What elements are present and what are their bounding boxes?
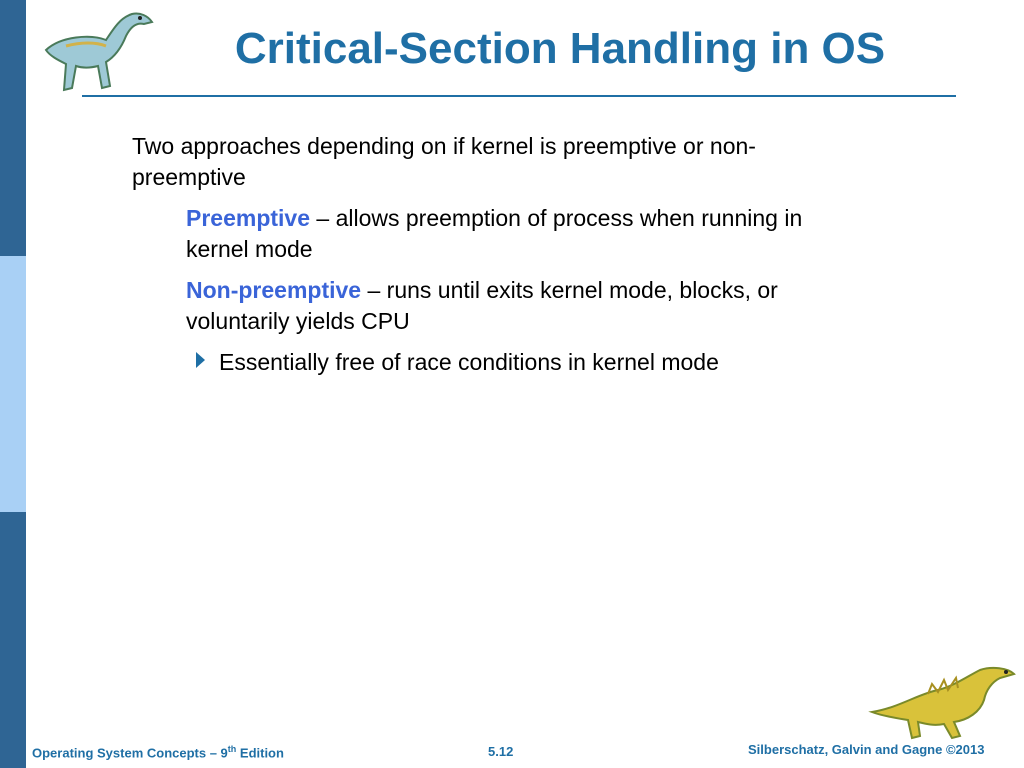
footer-copyright: Silberschatz, Galvin and Gagne ©2013 (748, 742, 985, 757)
slide-title: Critical-Section Handling in OS (234, 24, 886, 73)
footer-book-suffix: Edition (236, 745, 284, 761)
triangle-bullet-icon (196, 352, 205, 368)
footer-book-title (32, 744, 284, 760)
bullet-preemptive (186, 203, 856, 265)
bullet-non-preemptive (186, 275, 856, 337)
dinosaur-logo-icon (36, 6, 154, 94)
dinosaur-footer-icon (868, 664, 1018, 740)
intro-text: Two approaches depending on if kernel is preemptive or non-preemptive (132, 133, 756, 190)
footer-book-sup: th (227, 744, 237, 754)
bullet-non-preemptive-text: – runs until exits kernel mode, blocks, or voluntarily yields CPU (186, 277, 778, 334)
bullet-preemptive-text: – allows preemption of process when running in kernel mode (186, 205, 803, 262)
side-bar-highlight (0, 256, 26, 512)
term-non-preemptive: Non-preemptive (186, 277, 362, 303)
term-preemptive: Preemptive (186, 205, 311, 231)
footer-page-number: 5.12 (488, 744, 514, 759)
sub-bullet-text: Essentially free of race conditions in kernel mode (219, 349, 719, 375)
side-bar (0, 0, 26, 768)
footer-book-prefix: Operating System Concepts – 9 (32, 745, 228, 761)
title-divider (82, 95, 956, 97)
